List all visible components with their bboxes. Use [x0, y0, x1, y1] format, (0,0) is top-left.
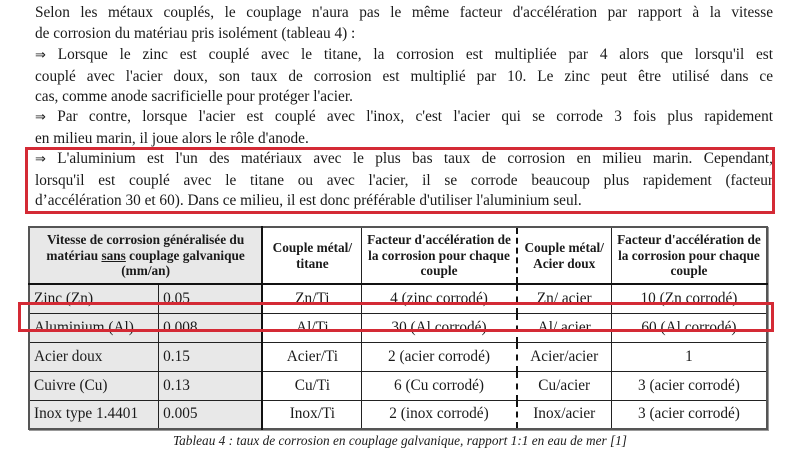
text-line: cas, comme anode sacrificielle pour protéger l'acier. — [35, 88, 353, 105]
cell-rate: 0.15 — [159, 342, 263, 371]
header-couple-acier: Couple métal/ Acier doux — [517, 227, 612, 284]
cell-couple-acier: Inox/acier — [517, 400, 612, 429]
table-header-row — [29, 227, 767, 284]
cell-material: Cuivre (Cu) — [29, 371, 159, 400]
text-line: ⇒ Par contre, lorsque l'acier est couplé avec l'inox, c'est l'acier qui se corrode 3 fois plus rapidement — [35, 108, 773, 125]
cell-couple-acier: Al/ acier — [517, 313, 612, 342]
table-caption: Tableau 4 : taux de corrosion en couplage galvanique, rapport 1:1 en eau de mer [1] — [172, 433, 627, 448]
text-line: en milieu marin, il joue alors le rôle d'anode. — [35, 129, 309, 147]
table-row — [29, 313, 767, 342]
text-line: ⇒ L'aluminium est l'un des matériaux avec le plus bas taux de corrosion en milieu marin. Cependant, — [35, 150, 773, 167]
table-row — [29, 284, 767, 313]
text-line: lorsqu'il est couplé avec le titane ou avec l'acier, il se corrode beaucoup plus rapidement (facteur — [35, 171, 773, 189]
cell-rate: 0.005 — [159, 400, 263, 429]
arrow-icon: ⇒ — [35, 110, 46, 125]
cell-factor-ti: 4 (zinc corrodé) — [362, 284, 517, 313]
cell-rate: 0.13 — [159, 371, 263, 400]
header-couple-titane: Couple métal/ titane — [262, 227, 362, 284]
cell-factor-ti: 2 (acier corrodé) — [362, 342, 517, 371]
cell-couple-ti: Acier/Ti — [262, 342, 362, 371]
zinc-paragraph — [35, 45, 773, 108]
cell-couple-ti: Inox/Ti — [262, 400, 362, 429]
header-factor-acier: Facteur d'accélération de la corrosion pour chaque couple — [611, 227, 767, 284]
arrow-icon: ⇒ — [35, 152, 46, 167]
cell-factor-ti: 2 (inox corrodé) — [362, 400, 517, 429]
cell-rate: 0.008 — [159, 313, 263, 342]
cell-factor-acier: 60 (Al corrodé) — [611, 313, 767, 342]
table-row — [29, 371, 767, 400]
acier-inox-paragraph — [35, 107, 773, 149]
header-corrosion-rate: Vitesse de corrosion généralisée du matériau sans couplage galvanique (mm/an) — [29, 227, 262, 284]
cell-factor-acier: 1 — [611, 342, 767, 371]
header-factor-titane: Facteur d'accélération de la corrosion pour chaque couple — [362, 227, 517, 284]
cell-factor-ti: 30 (Al corrodé) — [362, 313, 517, 342]
cell-factor-ti: 6 (Cu corrodé) — [362, 371, 517, 400]
text-line: d’accélération 30 et 60). Dans ce milieu, il est donc préférable d'utiliser l'aluminium seul. — [35, 192, 582, 209]
cell-factor-acier: 3 (acier corrodé) — [611, 371, 767, 400]
cell-material: Acier doux — [29, 342, 159, 371]
text-line: Selon les métaux couplés, le couplage n'aura pas le même facteur d'accélération par rapport à la vitesse — [35, 4, 773, 21]
cell-material: Aluminium (Al) — [29, 313, 159, 342]
cell-couple-acier: Cu/acier — [517, 371, 612, 400]
cell-couple-ti: Cu/Ti — [262, 371, 362, 400]
cell-couple-acier: Zn/ acier — [517, 284, 612, 313]
cell-material: Zinc (Zn) — [29, 284, 159, 313]
table-row — [29, 342, 767, 371]
cell-material: Inox type 1.4401 — [29, 400, 159, 429]
intro-paragraph — [35, 3, 773, 44]
arrow-icon: ⇒ — [35, 48, 46, 63]
cell-factor-acier: 10 (Zn corrodé) — [611, 284, 767, 313]
text-line: ⇒ Lorsque le zinc est couplé avec le titane, la corrosion est multipliée par 4 alors que lorsqu'il est — [35, 46, 773, 63]
table-row — [29, 400, 767, 429]
text-line: couplé avec l'acier doux, son taux de corrosion est multiplié par 10. Le zinc peut être utilisé dans ce — [35, 67, 773, 85]
cell-factor-acier: 3 (acier corrodé) — [611, 400, 767, 429]
cell-couple-ti: Zn/Ti — [262, 284, 362, 313]
cell-couple-ti: Al/Ti — [262, 313, 362, 342]
cell-couple-acier: Acier/acier — [517, 342, 612, 371]
corrosion-table — [28, 226, 768, 430]
text-line: de corrosion du matériau pris isolément (tableau 4) : — [35, 24, 356, 42]
aluminium-paragraph — [35, 149, 773, 212]
cell-rate: 0.05 — [159, 284, 263, 313]
